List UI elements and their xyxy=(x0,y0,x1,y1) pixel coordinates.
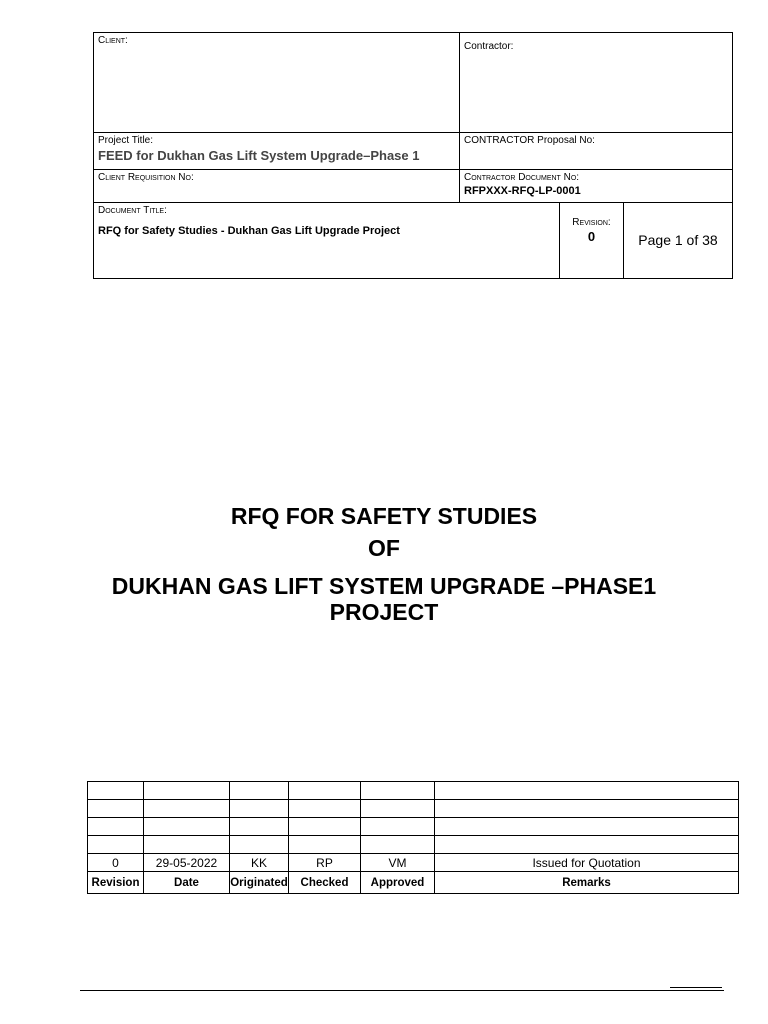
header-originated: Originated xyxy=(230,872,289,894)
client-requisition-label: Client Requisition No: xyxy=(98,172,194,183)
document-title-label: Document Title: xyxy=(98,205,167,216)
contractor-proposal-label: CONTRACTOR Proposal No: xyxy=(464,135,595,146)
contractor-document-cell xyxy=(460,170,733,203)
table-row xyxy=(88,782,739,800)
contractor-document-number: RFPXXX-RFQ-LP-0001 xyxy=(464,185,581,197)
header-remarks: Remarks xyxy=(435,872,739,894)
document-header-table xyxy=(93,32,733,279)
header-approved: Approved xyxy=(361,872,435,894)
document-title-value: RFQ for Safety Studies - Dukhan Gas Lift Upgrade Project xyxy=(98,225,400,237)
project-title-cell xyxy=(94,133,460,170)
document-main-title xyxy=(60,500,708,628)
table-row xyxy=(88,818,739,836)
header-checked: Checked xyxy=(289,872,361,894)
footer-divider xyxy=(80,990,724,991)
document-title-cell xyxy=(94,203,560,279)
contractor-label: Contractor: xyxy=(464,41,514,52)
revision-cell xyxy=(560,203,624,279)
client-cell xyxy=(94,33,460,133)
table-header-row xyxy=(88,872,739,894)
title-line-1: RFQ FOR SAFETY STUDIES xyxy=(230,503,538,529)
revision-value: 0 xyxy=(587,229,596,244)
table-row xyxy=(88,800,739,818)
project-title-value: FEED for Dukhan Gas Lift System Upgrade–Phase 1 xyxy=(98,148,420,163)
footer-mark xyxy=(670,987,722,988)
contractor-proposal-cell xyxy=(460,133,733,170)
page-info-cell xyxy=(624,203,733,279)
client-requisition-cell xyxy=(94,170,460,203)
title-line-4: PROJECT xyxy=(329,599,439,625)
revision-label: Revision: xyxy=(572,217,611,228)
header-date: Date xyxy=(144,872,230,894)
title-line-3: DUKHAN GAS LIFT SYSTEM UPGRADE –PHASE1 xyxy=(111,573,657,599)
project-title-label: Project Title: xyxy=(98,135,154,146)
header-revision: Revision xyxy=(88,872,144,894)
title-line-2: OF xyxy=(368,535,400,561)
client-label: Client: xyxy=(98,35,128,46)
contractor-document-label: Contractor Document No: xyxy=(464,172,580,183)
revision-history-table xyxy=(87,781,739,894)
contractor-cell xyxy=(460,33,733,133)
table-row xyxy=(88,836,739,854)
table-row: 0 29-05-2022 KK RP VM Issued for Quotation xyxy=(88,854,739,872)
page-info: Page 1 of 38 xyxy=(638,232,718,249)
